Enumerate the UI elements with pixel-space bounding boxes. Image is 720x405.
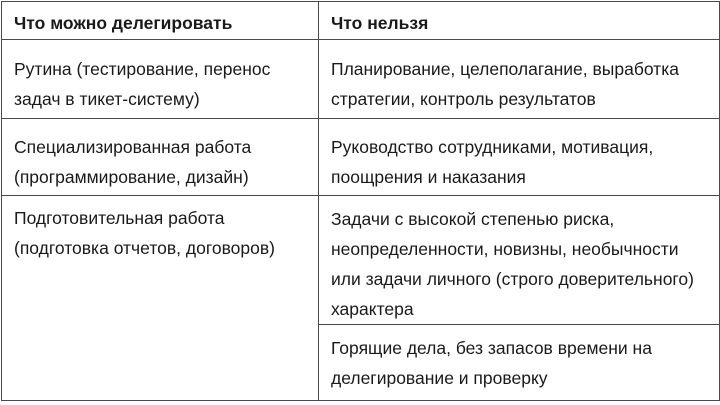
cell-can-delegate: Подготовительная работа (подготовка отчетов, договоров) [2, 196, 319, 401]
cell-cannot-delegate: Горящие дела, без запасов времени на делегирование и проверку [319, 325, 720, 401]
table-row [2, 40, 720, 119]
header-cannot-delegate: Что нельзя [319, 2, 720, 40]
cell-cannot-delegate: Руководство сотрудниками, мотивация, поощрения и наказания [319, 119, 720, 196]
table-row [2, 196, 720, 325]
cell-cannot-delegate: Задачи с высокой степенью риска, неопределенности, новизны, необычности или задачи личного (строго доверительного) характера [319, 196, 720, 325]
delegation-table [1, 1, 720, 401]
table-header-row [2, 2, 720, 40]
table-row [2, 119, 720, 196]
cell-can-delegate: Специализированная работа (программирование, дизайн) [2, 119, 319, 196]
cell-cannot-delegate: Планирование, целеполагание, выработка стратегии, контроль результатов [319, 40, 720, 119]
header-can-delegate: Что можно делегировать [2, 2, 319, 40]
cell-can-delegate: Рутина (тестирование, перенос задач в тикет-систему) [2, 40, 319, 119]
